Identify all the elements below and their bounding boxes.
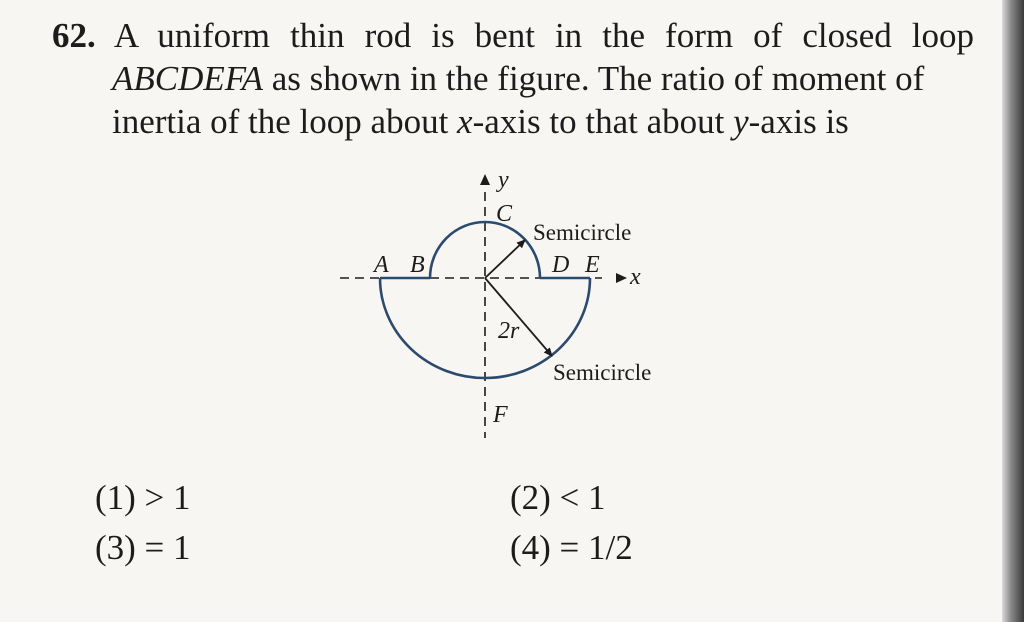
- x-axis-label: x: [630, 264, 641, 290]
- loop-name: ABCDEFA: [112, 59, 264, 98]
- semicircle-bottom-label: Semicircle: [553, 360, 652, 385]
- radius-2r-label: 2r: [498, 318, 520, 344]
- semicircle-top-label: Semicircle: [533, 220, 632, 245]
- question-line-3-text-a: inertia of the loop about: [112, 102, 458, 141]
- point-a-label: A: [374, 252, 389, 278]
- loop-figure: [330, 160, 690, 450]
- option-1[interactable]: (1) > 1: [95, 478, 191, 517]
- question-number: 62.: [52, 16, 96, 55]
- y-axis-arrow: [480, 174, 490, 185]
- question-line-1-text: A uniform thin rod is bent in the form of closed loop: [113, 16, 974, 55]
- small-radius-arrow: [485, 240, 525, 278]
- loop-diagram: [330, 160, 690, 450]
- point-b-label: B: [410, 252, 425, 278]
- point-c-label: C: [496, 201, 513, 227]
- question-line-3-text-b: -axis to that about: [472, 102, 734, 141]
- x-axis-symbol: x: [457, 102, 473, 141]
- question-line-1: [52, 14, 974, 57]
- question-line-3: [52, 100, 974, 143]
- point-f-label: F: [493, 402, 508, 428]
- point-d-label: D: [552, 252, 570, 278]
- option-2[interactable]: (2) < 1: [510, 478, 606, 517]
- y-axis-label: y: [498, 167, 509, 193]
- point-e-label: E: [585, 252, 600, 278]
- page-edge-shadow: [1002, 0, 1024, 622]
- large-radius-arrow: [485, 278, 552, 356]
- question-line-2-text: as shown in the figure. The ratio of moment of: [263, 59, 925, 98]
- x-axis-arrow: [616, 273, 627, 283]
- question-line-2: [52, 57, 974, 100]
- question-line-3-text-c: -axis is: [748, 102, 849, 141]
- question-text: [52, 14, 974, 143]
- option-4[interactable]: (4) = 1/2: [510, 528, 633, 567]
- option-3[interactable]: (3) = 1: [95, 528, 191, 567]
- y-axis-symbol: y: [733, 102, 749, 141]
